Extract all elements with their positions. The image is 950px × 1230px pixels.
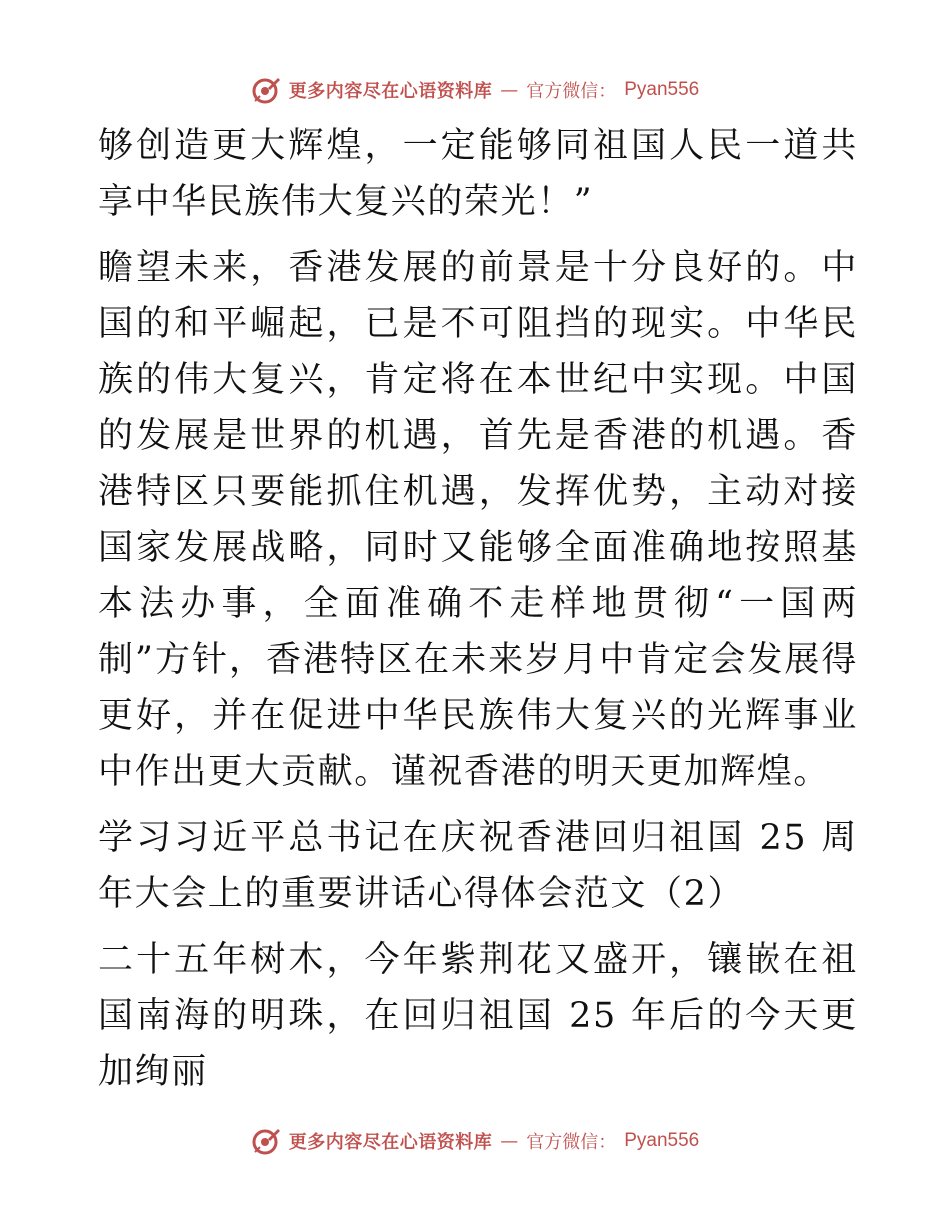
header-banner	[0, 70, 950, 110]
footer-wechat-label: 官方微信：	[526, 1132, 617, 1153]
header-wechat-id: Pyan556	[624, 79, 700, 100]
pen-logo-icon	[251, 75, 281, 105]
footer-wechat-id: Pyan556	[624, 1130, 700, 1151]
header-dash: —	[500, 79, 519, 101]
header-brand-text: 更多内容尽在心语资料库	[288, 81, 493, 102]
footer-banner	[0, 1121, 950, 1161]
section-heading: 学习习近平总书记在庆祝香港回归祖国 25 周年大会上的重要讲话心得体会范文（2）	[98, 818, 858, 914]
paragraph-2: 瞻望未来，香港发展的前景是十分良好的。中国的和平崛起，已是不可阻挡的现实。中华民族的伟大复兴，肯定将在本世纪中实现。中国的发展是世界的机遇，首先是香港的机遇。香港特区只要能抓住机遇，发挥优势，主动对接国家发展战略，同时又能够全面准确地按照基本法办事，全面准确不走样地贯彻“一国两制”方针，香港特区在未来岁月中肯定会发展得更好，并在促进中华民族伟大复兴的光辉事业中作出更大贡献。谨祝香港的明天更加辉煌。	[98, 248, 858, 792]
footer-dash: —	[500, 1130, 519, 1152]
document-body	[98, 118, 858, 1098]
paragraph-1: 够创造更大辉煌，一定能够同祖国人民一道共享中华民族伟大复兴的荣光！”	[98, 126, 858, 222]
footer-brand-text: 更多内容尽在心语资料库	[288, 1132, 493, 1153]
header-wechat-label: 官方微信：	[526, 81, 617, 102]
paragraph-3: 二十五年树木，今年紫荆花又盛开，镶嵌在祖国南海的明珠，在回归祖国 25 年后的今天更加绚丽	[98, 940, 858, 1092]
pen-logo-icon	[251, 1126, 281, 1156]
